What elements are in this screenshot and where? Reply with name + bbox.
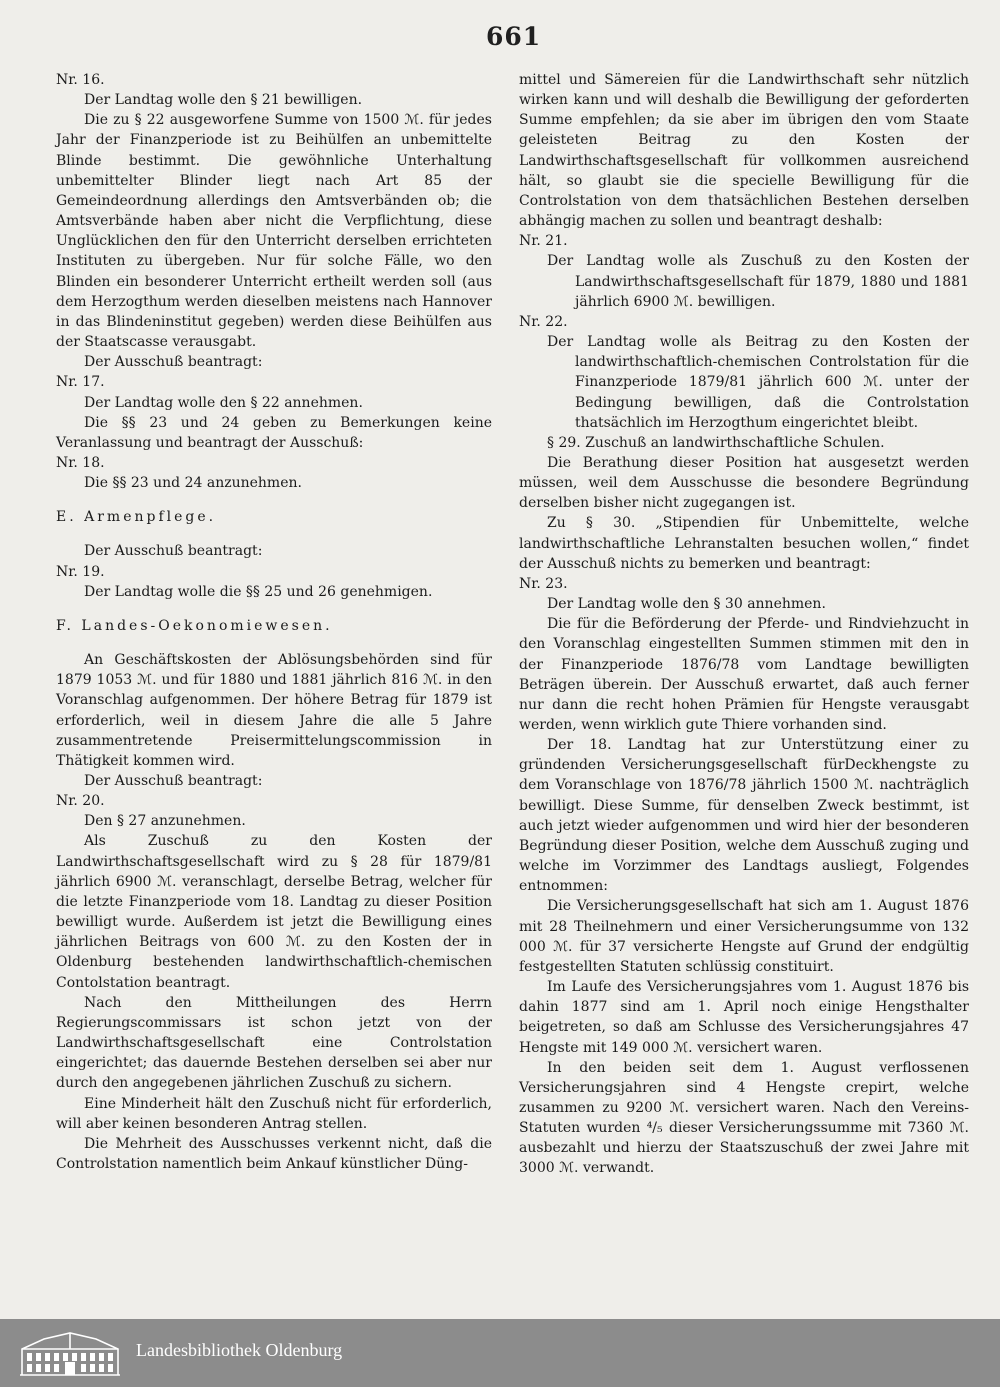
library-building-icon — [18, 1331, 122, 1377]
right-motion-text: Der Landtag wolle als Beitrag zu den Kosten der landwirthschaftlich-chemischen Controlstation für die Finanzperiode 1879/81 jährlich 600 ℳ. unter der Bedingung bewilligen, daß die Controlstation thatsächlich im Herzogthum eingerichtet bleibt. — [547, 334, 969, 431]
left-section-heading: E. Armenpflege. — [56, 509, 217, 526]
left-paragraph: Eine Minderheit hält den Zuschuß nicht für erforderlich, will aber keinen besonderen Antrag stellen. — [56, 1095, 492, 1132]
left-paragraph: Der Ausschuß beantragt: — [84, 773, 263, 789]
left-motion-number: Nr. 18. — [56, 454, 105, 471]
left-motion-text: Der Landtag wolle den § 21 bewilligen. — [84, 92, 363, 109]
right-motion-text: Der Landtag wolle den § 30 annehmen. — [547, 596, 826, 613]
left-motion-text: Die §§ 23 und 24 anzunehmen. — [84, 475, 302, 492]
left-paragraph: Als Zuschuß zu den Kosten der Landwirthschaftsgesellschaft wird zu § 28 für 1879/81 jährlich 6900 ℳ. veranschlagt, derselbe Betrag, welcher für die letzte Finanzperiode vom 18. Landtag zu dieser Position bewilligt wurde. Außerdem ist jetzt die Bewilligung eines jährlichen Beitrags von 600 ℳ. zu den Kosten der in Oldenburg bestehenden landwirthschaftlich-chemischen Contolstation beantragt. — [56, 833, 492, 991]
left-motion-number: Nr. 19. — [56, 563, 105, 580]
right-paragraph: mittel und Sämereien für die Landwirthschaft sehr nützlich wirken kann und will deshalb die Bewilligung der geforderten Summe empfehlen; da sie aber im übrigen den vom Staate geleisteten Beitrag zu den Kosten der Landwirthschaftsgesellschaft für vollkommen ausreichend hält, so glaubt sie die specielle Bewilligung für die Controlstation von dem thatsächlichen Bestehen derselben abhängig machen zu sollen und beantragt deshalb: — [519, 72, 969, 230]
left-paragraph: Die zu § 22 ausgeworfene Summe von 1500 ℳ. für jedes Jahr der Finanzperiode ist zu Beihülfen an unbemittelte Blinde bestimmt. Die gewöhnliche Unterhaltung unbemittelter Blinder liegt nach Art 85 der Gemeindeordnung allerdings den Amtsverbänden ob; die Amtsverbände haben aber nicht die Verpflichtung, diese Unglücklichen den für den Unterricht derselben errichteten Instituten zu übergeben. Nur für solche Fälle, wo den Blinden ein besonderer Unterricht ertheilt werden soll (aus dem Herzogthum werden dieselben meistens nach Hannover in das Blindeninstitut gegeben) werden diese Beihülfen aus der Staatscasse verausgabt. — [56, 112, 492, 351]
left-paragraph: Der Ausschuß beantragt: — [84, 543, 263, 560]
right-motion-text: § 29. Zuschuß an landwirthschaftliche Schulen. — [547, 434, 885, 451]
right-motion-text: Der Landtag wolle als Zuschuß zu den Kosten der Landwirthschaftsgesellschaft für 1879, 1880 und 1881 jährlich 6900 ℳ. bewilligen. — [547, 253, 969, 310]
right-paragraph: Der 18. Landtag hat zur Unterstützung einer zu gründenden Versicherungsgesellschaft fürDeckhengste zu dem Voranschlage von 1876/78 jährlich 1500 ℳ. nachträglich bewilligt. Diese Summe, für denselben Zweck bestimmt, ist auch jetzt wieder aufgenommen und wird hier der besonderen Begründung dieser Position, welche dem Ausschuß zuging und welche im Vorzimmer des Landtags ausliegt, Folgendes entnommen: — [519, 737, 969, 895]
right-motion-number: Nr. 22. — [519, 313, 568, 330]
footer-bar — [0, 1319, 1000, 1387]
right-paragraph: Die Versicherungsgesellschaft hat sich am 1. August 1876 mit 28 Theilnehmern und einer Versicherungsumme von 132 000 ℳ. für 37 versicherte Hengste auf Grund der endgültig festgestellten Statuten schlüssig constituirt. — [519, 898, 969, 975]
right-paragraph: In den beiden seit dem 1. August verflossenen Versicherungsjahren sind 4 Hengste crepirt, welche zusammen zu 9200 ℳ. versichert waren. Nach den Vereins-Statuten wurden ⁴/₅ dieser Versicherungssumme mit 7360 ℳ. ausbezahlt und hierzu der Staatszuschuß der zwei Jahre mit 3000 ℳ. verwandt. — [519, 1059, 969, 1177]
right-paragraph: Im Laufe des Versicherungsjahres vom 1. August 1876 bis dahin 1877 sind am 1. April noch einige Hengsthalter beigetreten, so daß am Schlusse des Versicherungsjahres 47 Hengste mit 149 000 ℳ. versichert waren. — [519, 979, 969, 1056]
right-paragraph: Zu § 30. „Stipendien für Unbemittelte, welche landwirthschaftliche Lehranstalten besuchen wollen,“ findet der Ausschuß nichts zu bemerken und beantragt: — [519, 515, 969, 572]
left-column — [56, 70, 492, 1174]
left-paragraph: An Geschäftskosten der Ablösungsbehörden sind für 1879 1053 ℳ. und für 1880 und 1881 jährlich 816 ℳ. in den Voranschlag aufgenommen. Der höhere Betrag für 1879 ist erforderlich, weil in diesem Jahre die alle 5 Jahre zusammentretende Preisermittelungscommission in Thätigkeit kommen wird. — [56, 652, 492, 769]
page-number: 661 — [486, 22, 542, 51]
library-name: Landesbibliothek Oldenburg — [136, 1340, 343, 1360]
left-motion-text: Der Landtag wolle die §§ 25 und 26 genehmigen. — [84, 583, 433, 600]
right-motion-number: Nr. 23. — [519, 575, 568, 592]
left-paragraph: Die Mehrheit des Ausschusses verkennt nicht, daß die Controlstation namentlich beim Ankauf künstlicher Düng- — [56, 1135, 492, 1172]
right-motion-number: Nr. 21. — [519, 233, 568, 250]
right-paragraph: Die Berathung dieser Position hat ausgesetzt werden müssen, weil dem Ausschusse die besondere Begründung derselben bisher nicht zugegangen ist. — [519, 454, 969, 512]
right-paragraph: Die für die Beförderung der Pferde- und Rindviehzucht in den Voranschlag eingestellten Summen stimmen mit den in der Finanzperiode 1876/78 vom Landtage bewilligten Beträgen überein. Der Ausschuß erwartet, daß auch ferner nur dann die recht hohen Prämien für Hengste verausgabt werden, wenn wirklich gute Thiere vorhanden sind. — [519, 616, 969, 733]
left-motion-number: Nr. 20. — [56, 793, 105, 810]
left-paragraph: Nach den Mittheilungen des Herrn Regierungscommissars ist schon jetzt von der Landwirthschaftsgesellschaft eine Controlstation eingerichtet; das dauernde Bestehen derselben sei aber nur durch den angegebenen jährlichen Zuschuß zu sichern. — [56, 994, 492, 1092]
right-column — [519, 70, 969, 1179]
left-section-heading: F. Landes-Oekonomiewesen. — [56, 617, 333, 634]
left-paragraph: Die §§ 23 und 24 geben zu Bemerkungen keine Veranlassung und beantragt der Ausschuß: — [56, 414, 492, 451]
left-motion-text: Der Landtag wolle den § 22 annehmen. — [84, 394, 363, 411]
left-motion-number: Nr. 17. — [56, 374, 105, 391]
left-paragraph: Der Ausschuß beantragt: — [84, 354, 263, 371]
left-motion-number: Nr. 16. — [56, 72, 105, 88]
left-motion-text: Den § 27 anzunehmen. — [84, 813, 246, 830]
